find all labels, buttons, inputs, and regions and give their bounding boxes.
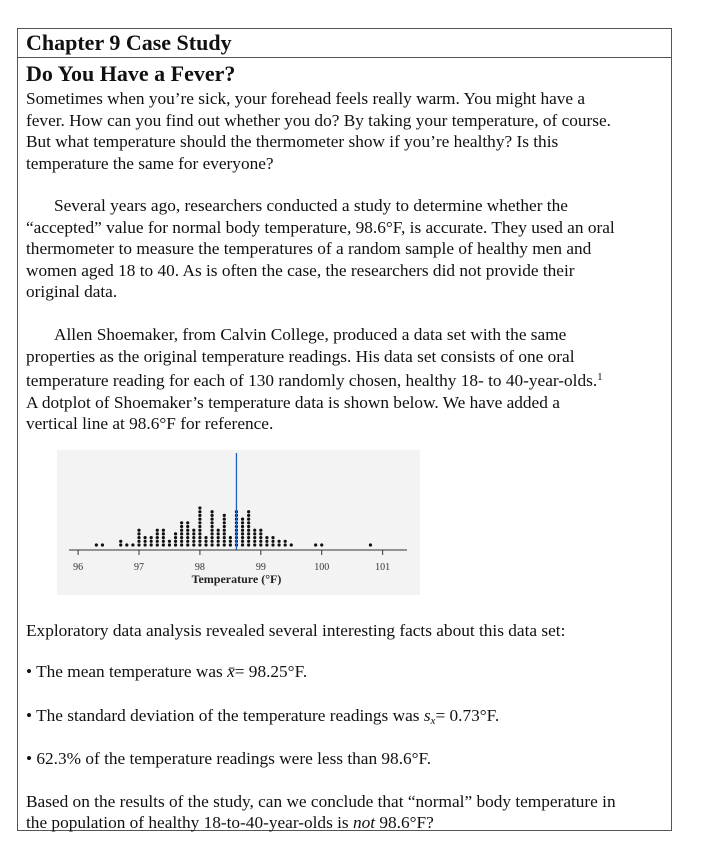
data-dot — [180, 540, 183, 543]
data-dot — [247, 525, 250, 528]
data-dot — [125, 543, 128, 546]
data-dot — [186, 525, 189, 528]
data-dot — [162, 540, 165, 543]
data-dot — [223, 540, 226, 543]
data-dot — [137, 543, 140, 546]
data-dot — [198, 525, 201, 528]
x-axis-label: Temperature (°F) — [191, 572, 282, 586]
data-dot — [271, 543, 274, 546]
data-dot — [204, 543, 207, 546]
data-dot — [174, 532, 177, 535]
data-dot — [180, 532, 183, 535]
data-dot — [198, 532, 201, 535]
paragraph-line: fever. How can you find out whether you do? By taking your temperature, of course. — [26, 110, 611, 130]
data-dot — [168, 543, 171, 546]
x-tick-label: 96 — [73, 562, 84, 573]
bullet: • — [26, 662, 33, 681]
data-dot — [241, 540, 244, 543]
chapter-title: Chapter 9 Case Study — [26, 30, 232, 55]
data-dot — [217, 532, 220, 535]
data-dot — [247, 543, 250, 546]
question-text: the population of healthy 18-to-40-year-olds is — [26, 813, 349, 832]
data-dot — [265, 540, 268, 543]
data-dot — [241, 532, 244, 535]
paragraph-study — [26, 195, 670, 303]
bullet: • — [26, 706, 33, 725]
data-dot — [253, 543, 256, 546]
data-dot — [162, 536, 165, 539]
data-dot — [192, 536, 195, 539]
data-dot — [247, 529, 250, 532]
data-dot — [241, 529, 244, 532]
data-dot — [137, 532, 140, 535]
data-dot — [369, 543, 372, 546]
paragraph-line: original data. — [26, 282, 118, 301]
data-dot — [156, 540, 159, 543]
data-dot — [223, 518, 226, 521]
data-dot — [253, 536, 256, 539]
paragraph-line: Several years ago, researchers conducted a study to determine whether the — [54, 196, 568, 215]
data-dot — [204, 536, 207, 539]
data-dot — [229, 543, 232, 546]
question-line-2 — [26, 812, 434, 833]
data-dot — [265, 543, 268, 546]
data-dot — [223, 521, 226, 524]
data-dot — [198, 514, 201, 517]
data-dot — [180, 543, 183, 546]
x-tick-label: 97 — [134, 562, 144, 573]
x-tick-label: 98 — [194, 562, 205, 573]
data-dot — [217, 543, 220, 546]
data-dot — [156, 543, 159, 546]
data-dot — [247, 518, 250, 521]
data-dot — [198, 529, 201, 532]
data-dot — [204, 540, 207, 543]
data-dot — [210, 540, 213, 543]
data-dot — [247, 521, 250, 524]
title-divider — [18, 57, 671, 58]
data-dot — [241, 543, 244, 546]
data-dot — [198, 506, 201, 509]
data-dot — [259, 540, 262, 543]
question-emphasis: not — [352, 813, 376, 832]
data-dot — [229, 536, 232, 539]
question-line-1: Based on the results of the study, can we conclude that “normal” body temperature in — [26, 792, 616, 811]
data-dot — [277, 543, 280, 546]
data-dot — [101, 543, 104, 546]
data-dot — [320, 543, 323, 546]
data-dot — [143, 540, 146, 543]
data-dot — [137, 540, 140, 543]
data-dot — [259, 536, 262, 539]
data-dot — [223, 536, 226, 539]
data-dot — [265, 536, 268, 539]
data-dot — [162, 529, 165, 532]
paragraph-line: thermometer to measure the temperatures of a random sample of healthy men and — [26, 239, 592, 258]
fact-sd-value: = 0.73°F. — [435, 706, 500, 725]
paragraph-line: “accepted” value for normal body temperature, 98.6°F, is accurate. They used an oral — [26, 217, 615, 237]
data-dot — [168, 540, 171, 543]
data-dot — [192, 540, 195, 543]
data-dot — [247, 514, 250, 517]
data-dot — [314, 543, 317, 546]
data-dot — [277, 540, 280, 543]
data-dot — [271, 540, 274, 543]
data-dot — [180, 529, 183, 532]
data-dot — [223, 525, 226, 528]
data-dot — [198, 536, 201, 539]
paragraph-line: Allen Shoemaker, from Calvin College, produced a data set with the same — [54, 325, 567, 344]
paragraph-line: A dotplot of Shoemaker’s temperature data is shown below. We have added a — [26, 392, 560, 412]
data-dot — [174, 543, 177, 546]
data-dot — [150, 543, 153, 546]
data-dot — [162, 532, 165, 535]
x-tick-label: 100 — [314, 562, 330, 573]
data-dot — [156, 536, 159, 539]
data-dot — [223, 514, 226, 517]
sd-symbol: s — [423, 706, 431, 725]
data-dot — [137, 529, 140, 532]
footnote-mark: 1 — [597, 371, 603, 383]
data-dot — [259, 529, 262, 532]
fact-mean-text: The mean temperature was — [36, 662, 223, 681]
paragraph-line: temperature reading for each of 130 randomly chosen, healthy 18- to 40-year-olds. — [26, 371, 598, 390]
data-dot — [253, 532, 256, 535]
data-dot — [229, 540, 232, 543]
data-dot — [210, 525, 213, 528]
data-dot — [186, 543, 189, 546]
fact-mean-value: = 98.25°F — [234, 662, 303, 681]
data-dot — [198, 518, 201, 521]
data-dot — [210, 532, 213, 535]
data-dot — [290, 543, 293, 546]
data-dot — [210, 536, 213, 539]
data-dot — [156, 532, 159, 535]
data-dot — [143, 536, 146, 539]
data-dot — [156, 529, 159, 532]
paragraph-line: temperature the same for everyone? — [26, 153, 274, 173]
data-dot — [198, 540, 201, 543]
fact-sd — [26, 705, 499, 732]
paragraph-line: properties as the original temperature readings. His data set consists of one oral — [26, 346, 575, 366]
bullet: • — [26, 749, 33, 768]
data-dot — [217, 536, 220, 539]
data-dot — [186, 532, 189, 535]
data-dot — [162, 543, 165, 546]
data-dot — [210, 514, 213, 517]
x-tick-label: 101 — [375, 562, 391, 573]
data-dot — [247, 536, 250, 539]
data-dot — [174, 540, 177, 543]
data-dot — [186, 521, 189, 524]
data-dot — [210, 529, 213, 532]
paragraph-intro — [26, 88, 670, 174]
fact-mean — [26, 661, 307, 682]
data-dot — [180, 521, 183, 524]
data-dot — [253, 540, 256, 543]
data-dot — [119, 540, 122, 543]
data-dot — [137, 536, 140, 539]
data-dot — [241, 518, 244, 521]
fact-sd-text: The standard deviation of the temperature readings was — [36, 706, 420, 725]
data-dot — [223, 543, 226, 546]
data-dot — [247, 540, 250, 543]
data-dot — [217, 529, 220, 532]
data-dot — [186, 536, 189, 539]
data-dot — [210, 510, 213, 513]
fact-mean-period: . — [302, 662, 308, 681]
data-dot — [223, 529, 226, 532]
data-dot — [241, 521, 244, 524]
data-dot — [119, 543, 122, 546]
data-dot — [150, 540, 153, 543]
data-dot — [241, 536, 244, 539]
data-dot — [198, 521, 201, 524]
data-dot — [192, 532, 195, 535]
data-dot — [210, 518, 213, 521]
data-dot — [210, 543, 213, 546]
xbar-symbol: x̄ — [227, 662, 235, 681]
data-dot — [186, 540, 189, 543]
data-dot — [210, 521, 213, 524]
data-dot — [180, 525, 183, 528]
data-dot — [259, 543, 262, 546]
data-dot — [247, 510, 250, 513]
data-dot — [241, 525, 244, 528]
analysis-intro: Exploratory data analysis revealed several interesting facts about this data set: — [26, 621, 566, 640]
data-dot — [186, 529, 189, 532]
data-dot — [95, 543, 98, 546]
data-dot — [284, 543, 287, 546]
dotplot-panel — [57, 450, 420, 595]
data-dot — [253, 529, 256, 532]
fact-percent-text: 62.3% of the temperature readings were less than 98.6°F. — [36, 749, 432, 768]
data-dot — [259, 532, 262, 535]
paragraph-line: But what temperature should the thermometer show if you’re healthy? Is this — [26, 132, 559, 151]
temperature-dotplot — [57, 450, 420, 595]
data-dot — [198, 543, 201, 546]
paragraph-line: vertical line at 98.6°F for reference. — [26, 414, 274, 433]
data-dot — [180, 536, 183, 539]
data-dot — [192, 543, 195, 546]
paragraph-line: Sometimes when you’re sick, your forehead feels really warm. You might have a — [26, 89, 586, 108]
data-dot — [247, 532, 250, 535]
case-title: Do You Have a Fever? — [26, 61, 236, 86]
paragraph-line: women aged 18 to 40. As is often the case, the researchers did not provide their — [26, 260, 575, 280]
data-dot — [192, 529, 195, 532]
question-text-end: 98.6°F? — [379, 813, 434, 832]
paragraph-shoemaker — [26, 324, 670, 435]
data-dot — [150, 536, 153, 539]
data-dot — [198, 510, 201, 513]
data-dot — [143, 543, 146, 546]
data-dot — [217, 540, 220, 543]
sd-subscript: x — [430, 715, 436, 727]
data-dot — [284, 540, 287, 543]
data-dot — [271, 536, 274, 539]
fact-percent — [26, 748, 431, 769]
data-dot — [223, 532, 226, 535]
x-tick-label: 99 — [255, 562, 266, 573]
data-dot — [131, 543, 134, 546]
data-dot — [174, 536, 177, 539]
